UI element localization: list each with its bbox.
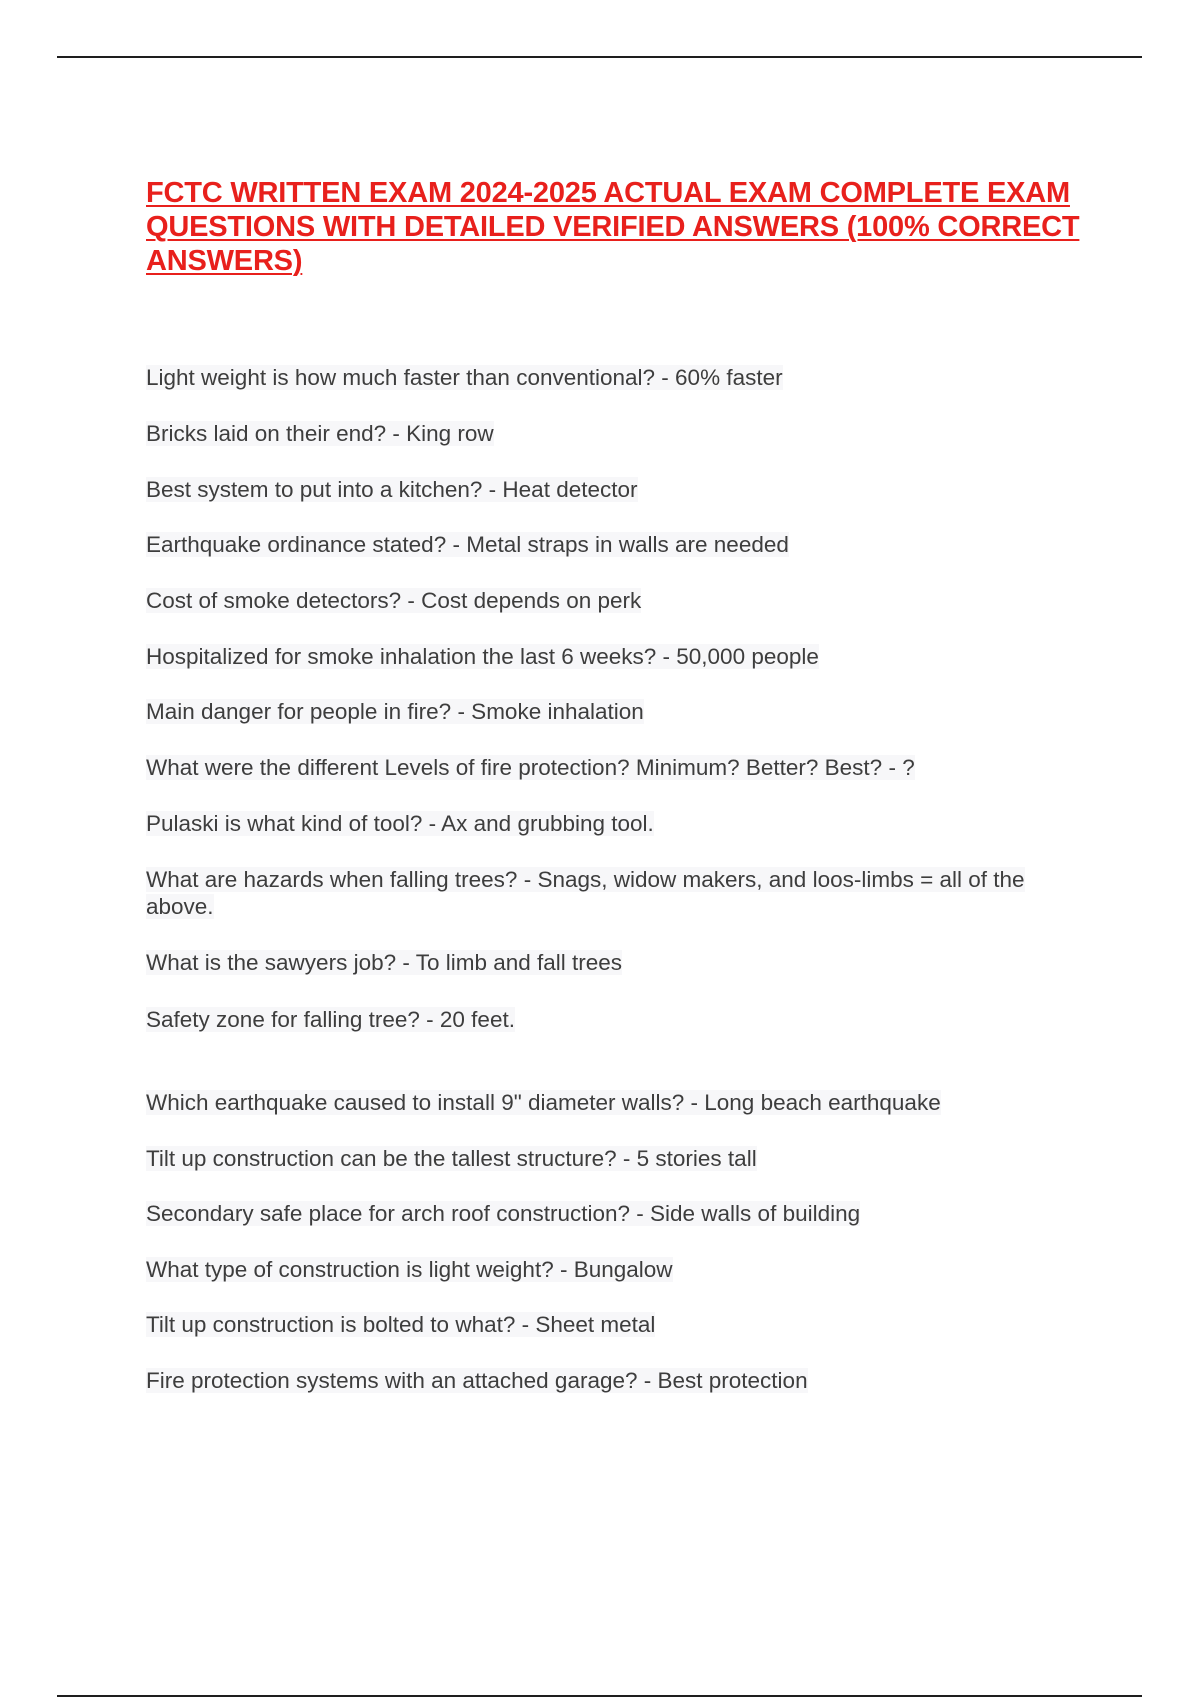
qa-item bbox=[146, 531, 1086, 558]
qa-item bbox=[146, 476, 1086, 503]
qa-item bbox=[146, 1089, 1086, 1116]
qa-text: Fire protection systems with an attached garage? - Best protection bbox=[146, 1368, 808, 1393]
qa-text: Bricks laid on their end? - King row bbox=[146, 421, 494, 446]
qa-text: Pulaski is what kind of tool? - Ax and grubbing tool. bbox=[146, 811, 654, 836]
qa-item bbox=[146, 866, 1086, 920]
document-title: FCTC WRITTEN EXAM 2024-2025 ACTUAL EXAM COMPLETE EXAM QUESTIONS WITH DETAILED VERIFIED ANSWERS (100% CORRECT ANSWERS) bbox=[146, 177, 1080, 277]
qa-text: Main danger for people in fire? - Smoke inhalation bbox=[146, 699, 644, 724]
qa-text: Secondary safe place for arch roof construction? - Side walls of building bbox=[146, 1201, 861, 1226]
qa-item bbox=[146, 1311, 1086, 1338]
qa-text: Tilt up construction can be the tallest structure? - 5 stories tall bbox=[146, 1146, 757, 1171]
qa-item bbox=[146, 587, 1086, 614]
qa-item bbox=[146, 1006, 1086, 1033]
qa-text: Which earthquake caused to install 9" diameter walls? - Long beach earthquake bbox=[146, 1090, 941, 1115]
qa-item bbox=[146, 1256, 1086, 1283]
qa-text: Hospitalized for smoke inhalation the last 6 weeks? - 50,000 people bbox=[146, 644, 819, 669]
qa-item bbox=[146, 698, 1086, 725]
bottom-divider bbox=[57, 1695, 1142, 1697]
qa-text: Light weight is how much faster than conventional? - 60% faster bbox=[146, 365, 783, 390]
qa-text: Safety zone for falling tree? - 20 feet. bbox=[146, 1007, 515, 1032]
qa-item bbox=[146, 1367, 1086, 1394]
qa-text: What type of construction is light weight? - Bungalow bbox=[146, 1257, 673, 1282]
top-divider bbox=[57, 56, 1142, 58]
qa-text: What is the sawyers job? - To limb and fall trees bbox=[146, 950, 623, 975]
qa-item bbox=[146, 754, 1086, 781]
qa-item bbox=[146, 949, 1086, 976]
qa-item bbox=[146, 643, 1086, 670]
qa-text: What were the different Levels of fire protection? Minimum? Better? Best? - ? bbox=[146, 755, 915, 780]
qa-text: Tilt up construction is bolted to what? - Sheet metal bbox=[146, 1312, 656, 1337]
qa-item bbox=[146, 1200, 1086, 1227]
qa-text: Best system to put into a kitchen? - Heat detector bbox=[146, 477, 638, 502]
qa-item bbox=[146, 1145, 1086, 1172]
qa-text: What are hazards when falling trees? - Snags, widow makers, and loos-limbs = all of the above. bbox=[146, 867, 1025, 919]
qa-item bbox=[146, 420, 1086, 447]
qa-item bbox=[146, 810, 1086, 837]
qa-text: Cost of smoke detectors? - Cost depends on perk bbox=[146, 588, 642, 613]
qa-text: Earthquake ordinance stated? - Metal straps in walls are needed bbox=[146, 532, 789, 557]
qa-item bbox=[146, 364, 1086, 391]
